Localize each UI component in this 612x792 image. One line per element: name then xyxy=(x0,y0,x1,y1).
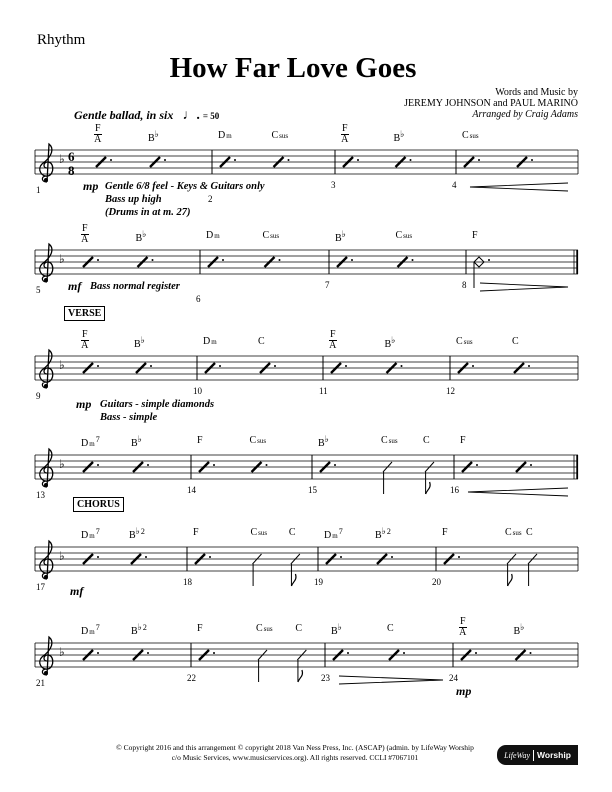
dynamic-mp: mp xyxy=(76,397,92,411)
chord-root: F xyxy=(342,123,348,134)
chord-symbol xyxy=(442,528,448,538)
chord-quality: sus xyxy=(270,232,280,240)
treble-clef-dot xyxy=(44,483,48,487)
lifeway-worship-logo xyxy=(497,745,578,765)
chord-symbol xyxy=(324,528,343,541)
chord-quality: m xyxy=(89,532,95,540)
rhythm-dot xyxy=(458,556,460,558)
chord-symbol xyxy=(505,528,522,538)
measure-number: 10 xyxy=(193,386,202,396)
flat-icon: ♭ xyxy=(140,336,145,346)
rhythm-dot xyxy=(279,259,281,261)
chord-root: B xyxy=(129,530,136,541)
rhythm-dot xyxy=(213,464,215,466)
chord-symbol xyxy=(423,436,430,446)
performance-note: Gentle 6/8 feel - Keys & Guitars only xyxy=(105,181,265,192)
chord-symbol xyxy=(387,624,394,634)
rhythm-dot xyxy=(209,556,211,558)
rhythm-dot xyxy=(531,159,533,161)
chord-quality: sus xyxy=(257,437,267,445)
chord-symbol xyxy=(331,624,342,637)
chord-symbol xyxy=(81,624,100,637)
rhythm-dot xyxy=(145,556,147,558)
credit-arranger: Arranged by Craig Adams xyxy=(472,109,578,120)
chord-symbol xyxy=(472,231,478,241)
performance-note: Bass up high xyxy=(105,194,162,205)
flat-icon: ♭ xyxy=(154,130,159,140)
chord-symbol xyxy=(251,528,268,538)
chord-root: B xyxy=(131,626,138,637)
logo-divider xyxy=(533,750,534,761)
treble-clef-dot xyxy=(44,178,48,182)
chord-root: F xyxy=(197,623,203,634)
crescendo-hairpin xyxy=(468,488,568,496)
chord-quality: m xyxy=(89,440,95,448)
logo-worship: Worship xyxy=(537,750,571,760)
rhythm-dot xyxy=(334,464,336,466)
rhythm-dot xyxy=(147,464,149,466)
chord-root: D xyxy=(324,530,332,541)
chord-quality: m xyxy=(214,232,220,240)
flat-icon: ♭ xyxy=(142,230,147,240)
flat-icon: ♭ xyxy=(137,623,142,633)
part-name: Rhythm xyxy=(37,32,86,48)
measure-number: 13 xyxy=(36,490,45,500)
measure-number: 6 xyxy=(196,294,201,304)
key-signature-flat: ♭ xyxy=(59,549,65,563)
rhythm-dot xyxy=(351,259,353,261)
chord-symbol xyxy=(335,231,346,244)
rhythm-dot xyxy=(476,464,478,466)
chord-bass: A xyxy=(329,340,337,351)
chord-root: D xyxy=(218,130,226,141)
chord-symbol xyxy=(206,231,220,241)
chord-symbol xyxy=(250,436,267,446)
eighth-flag xyxy=(298,670,303,682)
chord-quality: m xyxy=(211,338,217,346)
measure-number: 1 xyxy=(36,185,41,195)
chord-symbol xyxy=(381,436,398,446)
chord-root: F xyxy=(95,123,101,134)
chord-root: F xyxy=(193,527,199,538)
rhythm-dot xyxy=(401,365,403,367)
chord-symbol xyxy=(81,330,89,351)
measure-number: 4 xyxy=(452,180,457,190)
measure-number: 2 xyxy=(208,194,213,204)
rhythm-dot xyxy=(478,159,480,161)
chord-symbol xyxy=(514,624,525,637)
chord-symbol xyxy=(131,436,142,449)
chord-extension: 7 xyxy=(95,623,100,632)
chord-quality: m xyxy=(332,532,338,540)
rhythm-dot xyxy=(97,365,99,367)
copyright-line: © Copyright 2016 and this arrangement © copyright 2018 Van Ness Press, Inc. (ASCAP) (admin. by LifeWay Worship xyxy=(116,743,474,752)
flat-icon: ♭ xyxy=(391,336,396,346)
chord-symbol xyxy=(456,337,473,347)
measure-number: 21 xyxy=(36,678,45,688)
chord-quality: sus xyxy=(469,132,479,140)
eighth-flag xyxy=(508,574,513,586)
rhythm-dot xyxy=(97,556,99,558)
rhythm-dot xyxy=(266,464,268,466)
measure-number: 23 xyxy=(321,673,330,683)
rhythm-dot xyxy=(347,652,349,654)
dotted-quarter-note-icon: ♩. xyxy=(182,108,200,123)
chord-root: B xyxy=(335,233,342,244)
rhythm-dot xyxy=(97,464,99,466)
rhythm-dot xyxy=(150,365,152,367)
chord-root: C xyxy=(262,230,270,241)
chord-symbol xyxy=(81,436,100,449)
time-signature-bottom: 8 xyxy=(68,163,75,178)
treble-clef-dot xyxy=(44,575,48,579)
flat-icon: ♭ xyxy=(381,527,386,537)
chord-quality: sus xyxy=(279,132,289,140)
chord-root: C xyxy=(250,527,258,538)
chord-root: B xyxy=(131,438,138,449)
measure-number: 22 xyxy=(187,673,196,683)
chord-symbol xyxy=(375,528,391,541)
measure-number: 18 xyxy=(183,577,192,587)
chord-symbol xyxy=(341,124,349,145)
dynamic-mp: mp xyxy=(456,684,472,698)
chord-root: F xyxy=(82,329,88,340)
flat-icon: ♭ xyxy=(400,130,405,140)
rhythm-dot xyxy=(234,159,236,161)
chord-symbol xyxy=(329,330,337,351)
key-signature-flat: ♭ xyxy=(59,358,65,372)
rhythm-dot xyxy=(288,159,290,161)
rhythm-dot xyxy=(530,464,532,466)
chord-symbol xyxy=(197,436,203,446)
chord-extension: 7 xyxy=(95,527,100,536)
decrescendo-hairpin xyxy=(339,676,443,684)
measure-number: 8 xyxy=(462,280,467,290)
chord-quality: sus xyxy=(263,625,273,633)
chord-root: C xyxy=(462,130,469,141)
dynamic-mf: mf xyxy=(70,584,84,598)
rhythm-dot xyxy=(530,652,532,654)
chord-symbol xyxy=(136,231,147,244)
chord-symbol xyxy=(218,131,232,141)
measure-number: 19 xyxy=(314,577,323,587)
chord-root: C xyxy=(288,527,296,538)
chord-extension: 2 xyxy=(386,527,391,536)
chord-root: C xyxy=(456,336,463,347)
chord-root: D xyxy=(81,626,89,637)
chord-root: C xyxy=(258,336,265,347)
chord-root: B xyxy=(148,133,155,144)
chord-root: F xyxy=(460,435,466,446)
key-signature-flat: ♭ xyxy=(59,252,65,266)
chord-symbol xyxy=(318,436,329,449)
flat-icon: ♭ xyxy=(341,230,346,240)
chord-root: F xyxy=(330,329,336,340)
measure-number: 9 xyxy=(36,391,41,401)
chord-root: B xyxy=(513,626,521,637)
chord-symbol xyxy=(134,337,145,350)
chord-symbol xyxy=(148,131,159,144)
rhythm-dot xyxy=(152,259,154,261)
treble-clef-dot xyxy=(44,278,48,282)
chord-symbol xyxy=(256,624,273,634)
chord-extension: 7 xyxy=(338,527,343,536)
chord-symbol xyxy=(526,528,533,538)
chord-root: D xyxy=(81,438,89,449)
rhythm-dot xyxy=(164,159,166,161)
dynamic-mf: mf xyxy=(68,279,82,293)
flat-icon: ♭ xyxy=(135,527,140,537)
chord-symbol xyxy=(131,624,147,637)
chord-root: C xyxy=(295,623,302,634)
chord-symbol xyxy=(459,617,467,638)
chord-root: C xyxy=(381,435,388,446)
chord-symbol xyxy=(197,624,203,634)
key-signature-flat: ♭ xyxy=(59,152,65,166)
chord-root: C xyxy=(505,527,512,538)
tempo-bpm: = 50 xyxy=(202,111,220,121)
measure-number: 24 xyxy=(449,673,458,683)
chord-symbol xyxy=(512,337,519,347)
chord-root: B xyxy=(375,530,382,541)
chord-root: B xyxy=(318,438,325,449)
dynamic-mp: mp xyxy=(83,179,99,193)
song-title: How Far Love Goes xyxy=(169,52,417,84)
time-signature-top: 6 xyxy=(68,149,75,164)
measure-number: 14 xyxy=(187,485,196,495)
measure-number: 3 xyxy=(331,180,336,190)
chord-symbol xyxy=(396,231,413,241)
rhythm-dot xyxy=(340,556,342,558)
measure-number: 15 xyxy=(308,485,317,495)
rhythm-dot xyxy=(97,652,99,654)
chord-bass: A xyxy=(81,234,89,245)
measure-number: 11 xyxy=(319,386,328,396)
chord-root: F xyxy=(460,616,466,627)
credit-words-music: Words and Music by xyxy=(495,87,578,98)
treble-clef-dot xyxy=(44,671,48,675)
chord-root: D xyxy=(81,530,89,541)
decrescendo-hairpin xyxy=(480,283,568,291)
eighth-flag xyxy=(426,482,431,494)
rhythm-dot xyxy=(147,652,149,654)
chord-quality: m xyxy=(89,628,95,636)
eighth-flag xyxy=(291,574,296,586)
chord-root: C xyxy=(387,623,394,634)
chord-extension: 2 xyxy=(142,623,147,632)
chord-bass: A xyxy=(341,134,349,145)
rhythm-dot xyxy=(403,652,405,654)
chord-bass: A xyxy=(94,134,102,145)
rhythm-dot xyxy=(357,159,359,161)
chord-symbol xyxy=(289,528,296,538)
chord-root: C xyxy=(271,130,279,141)
rhythm-dot xyxy=(391,556,393,558)
measure-number: 20 xyxy=(432,577,441,587)
chord-symbol xyxy=(94,124,102,145)
chord-root: D xyxy=(203,336,211,347)
chord-symbol xyxy=(462,131,479,141)
crescendo-hairpin xyxy=(470,183,568,191)
treble-clef-dot xyxy=(44,384,48,388)
chord-symbol xyxy=(81,224,89,245)
measure-number: 12 xyxy=(446,386,455,396)
chord-bass: A xyxy=(81,340,89,351)
chord-root: C xyxy=(395,230,403,241)
chord-quality: sus xyxy=(463,338,473,346)
chord-quality: sus xyxy=(403,232,413,240)
chord-root: B xyxy=(134,339,141,350)
tempo-text: Gentle ballad, in six xyxy=(74,108,174,122)
chord-bass: A xyxy=(459,627,467,638)
measure-number: 7 xyxy=(325,280,330,290)
measure-number: 17 xyxy=(36,582,45,592)
chord-quality: sus xyxy=(388,437,398,445)
chord-symbol xyxy=(295,624,302,634)
rhythm-dot xyxy=(412,259,414,261)
rehearsal-mark-verse: VERSE xyxy=(64,306,105,321)
chord-root: B xyxy=(384,339,392,350)
chord-root: C xyxy=(249,435,257,446)
chord-root: B xyxy=(135,233,143,244)
measure-number: 16 xyxy=(450,485,459,495)
chord-symbol xyxy=(460,436,466,446)
rhythm-dot xyxy=(110,159,112,161)
key-signature-flat: ♭ xyxy=(59,645,65,659)
chord-symbol xyxy=(272,131,289,141)
chord-root: C xyxy=(423,435,430,446)
chord-root: C xyxy=(526,527,533,538)
chord-symbol xyxy=(263,231,280,241)
rhythm-dot xyxy=(97,259,99,261)
chord-root: D xyxy=(206,230,214,241)
rhythm-dot xyxy=(345,365,347,367)
flat-icon: ♭ xyxy=(337,623,342,633)
chord-root: B xyxy=(331,626,338,637)
chord-root: C xyxy=(512,336,519,347)
chord-quality: m xyxy=(226,132,232,140)
chord-symbol xyxy=(81,528,100,541)
chord-symbol xyxy=(129,528,145,541)
chord-symbol xyxy=(385,337,396,350)
flat-icon: ♭ xyxy=(520,623,525,633)
chord-extension: 2 xyxy=(140,527,145,536)
chord-root: F xyxy=(472,230,478,241)
rhythm-dot xyxy=(528,365,530,367)
flat-icon: ♭ xyxy=(137,435,142,445)
rhythm-dot xyxy=(222,259,224,261)
chord-quality: sus xyxy=(512,529,522,537)
logo-lifeway: LifeWay xyxy=(504,750,531,760)
chord-root: F xyxy=(197,435,203,446)
credit-composers: JEREMY JOHNSON and PAUL MARINO xyxy=(404,98,578,109)
chord-quality: sus xyxy=(258,529,268,537)
chord-symbol xyxy=(193,528,199,538)
rhythm-dot xyxy=(410,159,412,161)
chord-root: F xyxy=(82,223,88,234)
performance-note: Bass - simple xyxy=(100,412,158,423)
chord-symbol xyxy=(203,337,217,347)
performance-note: Bass normal register xyxy=(90,281,180,292)
measure-number: 5 xyxy=(36,285,41,295)
performance-note: (Drums in at m. 27) xyxy=(105,207,191,218)
rhythm-dot xyxy=(274,365,276,367)
chord-symbol xyxy=(258,337,265,347)
chord-root: B xyxy=(393,133,401,144)
chord-extension: 7 xyxy=(95,435,100,444)
rhythm-dot xyxy=(472,365,474,367)
rehearsal-mark-chorus: CHORUS xyxy=(73,497,124,512)
chord-root: C xyxy=(256,623,263,634)
rhythm-dot xyxy=(213,652,215,654)
rhythm-dot xyxy=(219,365,221,367)
key-signature-flat: ♭ xyxy=(59,457,65,471)
flat-icon: ♭ xyxy=(324,435,329,445)
rhythm-dot xyxy=(475,652,477,654)
chord-root: F xyxy=(442,527,448,538)
chord-symbol xyxy=(394,131,405,144)
rhythm-dot xyxy=(488,259,490,261)
performance-note: Guitars - simple diamonds xyxy=(100,399,215,410)
copyright-line: c/o Music Services, www.musicservices.org). All rights reserved. CCLI #7067101 xyxy=(171,753,419,762)
